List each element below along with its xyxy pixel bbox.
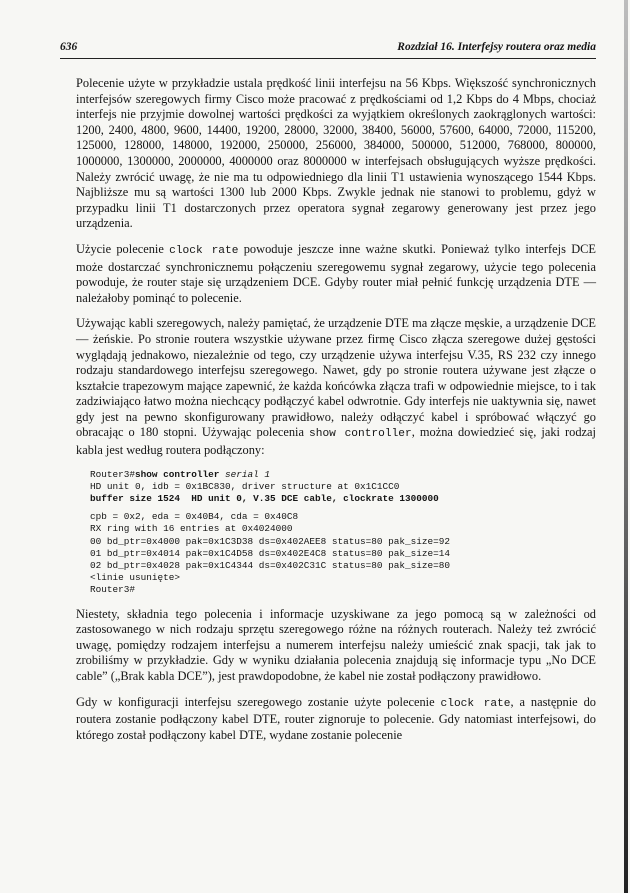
inline-command-show-controller: show controller [309, 428, 412, 441]
code-line-3 [90, 493, 596, 505]
paragraph-1: Polecenie użyte w przykładzie ustala prędkość linii interfejsu na 56 Kbps. Większość synchronicznych interfejsów szeregowych firmy Cisco może pracować z prędkościami od 1,2 Kbps do 4 Mbps, chociaż interfejs nie przyjmie dowolnej wartości prędkości za wyjątkiem określonych zaokrąglonych wartości: 1200, 2400, 4800, 9600, 14400, 19200, 28000, 32000, 38400, 56000, 57600, 64000, 72000, 115200, 125000, 128000, 148000, 192000, 250000, 256000, 384000, 500000, 512000, 768000, 800000, 1000000, 1300000, 2000000, 4000000 oraz 8000000 w interfejsach obsługujących wyższe prędkości. Należy zwrócić uwagę, że nie ma tu odpowiedniego dla linii T1 ustawienia wynoszącego 1544 Kbps. Najbliższe mu są wartości 1300 lub 2000 Kbps. Zwykle jednak nie stanowi to problemu, gdyż w przypadku linii T1 dostarczonych przez operatora sygnał zegarowy generowany jest przez jego urządzenia. [76, 76, 596, 231]
header-rule [60, 58, 596, 59]
code-listing [90, 469, 596, 597]
paragraph-5-text-a: Gdy w konfiguracji interfejsu szeregowego zostanie użyte polecenie [76, 694, 441, 709]
paragraph-3-text-a: Używając kabli szeregowych, należy pamiętać, że urządzenie DTE ma złącze męskie, a urządzenie DCE — żeńskie. Po stronie routera wszystkie używane przez firmę Cisco złącza szeregowe dużej gęstości wyglądają jednakowo, niezależnie od tego, czy urządzenie używa interfejsu V.35, RS 232 czy innego rodzaju standardowego interfejsu szeregowego. Nawet, gdy po stronie routera używane jest złącze o kształcie trapezowym mające zapewnić, że każda końcówka złącza trafi w odpowiednie miejsce, to i tak zadziwiająco łatwo można niechcący podłączyć kabel odwrotnie. Gdy interfejs nie uaktywnia się, nawet gdy jest na pewno skonfigurowany prawidłowo, należy odłączyć kabel i spróbować włączyć go obracając o 180 stopni. Używając polecenia [76, 316, 596, 440]
paragraph-5 [76, 695, 596, 744]
code-line-7: 01 bd_ptr=0x4014 pak=0x1C4D58 ds=0x402E4C8 status=80 pak_size=14 [90, 547, 451, 559]
scan-edge-shadow [624, 0, 628, 893]
code-line-1 [90, 469, 596, 481]
paragraph-3-text-b: , można dowiedzieć się, jaki rodzaj kabla jest według routera podłączony: [76, 425, 596, 458]
paragraph-2 [76, 242, 596, 306]
code-line-6: 00 bd_ptr=0x4000 pak=0x1C3D38 ds=0x402AEE8 status=80 pak_size=92 [90, 535, 451, 547]
code-line-10: Router3# [90, 584, 136, 596]
code-command: show controller [135, 468, 220, 480]
paragraph-2-text-a: Użycie polecenie [76, 241, 170, 256]
inline-command-clock-rate: clock rate [169, 244, 239, 257]
code-line-4: cpb = 0x2, eda = 0x40B4, cda = 0x40C8 [90, 511, 299, 523]
code-line-9: <linie usunięte> [90, 572, 181, 584]
paragraph-3 [76, 316, 596, 458]
chapter-title: Rozdział 16. Interfejsy routera oraz media [397, 41, 596, 53]
code-line-8: 02 bd_ptr=0x4028 pak=0x1C4344 ds=0x402C31C status=80 pak_size=80 [90, 560, 451, 572]
page-body [76, 76, 596, 753]
code-line-2: HD unit 0, idb = 0x1BC830, driver structure at 0x1C1CC0 [90, 480, 400, 492]
paragraph-2-text-b: powoduje jeszcze inne ważne skutki. Ponieważ tylko interfejs DCE może dostarczać synchronicznemu połączeniu szeregowemu sygnał zegarowy, użycie tego polecenia powoduje, że router staje się urządzeniem DCE. Gdyby router miał pełnić funkcję urządzenia DTE — należałoby pominąć to polecenie. [76, 241, 596, 305]
page-number: 636 [60, 41, 78, 53]
paragraph-4: Niestety, składnia tego polecenia i informacje uzyskiwane za jego pomocą są w zależności od zastosowanego w nich rodzaju sprzętu szeregowego różne na różnych routerach. Należy też zwrócić uwagę, pomiędzy rodzajem interfejsu a numerem interfejsu należy umieścić znak spacji, tak jak to zrobiliśmy w przykładzie. Gdy w wyniku działania polecenia znajdują się informacje typu „No DCE cable” („Brak kabla DCE”), jest prawdopodobne, że kabel nie został podłączony prawidłowo. [76, 606, 596, 684]
code-line-5: RX ring with 16 entries at 0x4024000 [90, 523, 293, 535]
code-prompt: Router3# [90, 468, 136, 480]
code-line-3-text: buffer size 1524 HD unit 0, V.35 DCE cable, clockrate 1300000 [90, 493, 439, 505]
paragraph-5-text-b: , a następnie do routera zostanie podłączony kabel DTE, router zignoruje to polecenie. Gdy natomiast interfejsowi, do którego został podłączony kabel DTE, wydane zostanie polecenie [76, 694, 596, 742]
inline-command-clock-rate-2: clock rate [440, 697, 511, 710]
code-argument: serial 1 [219, 468, 271, 480]
